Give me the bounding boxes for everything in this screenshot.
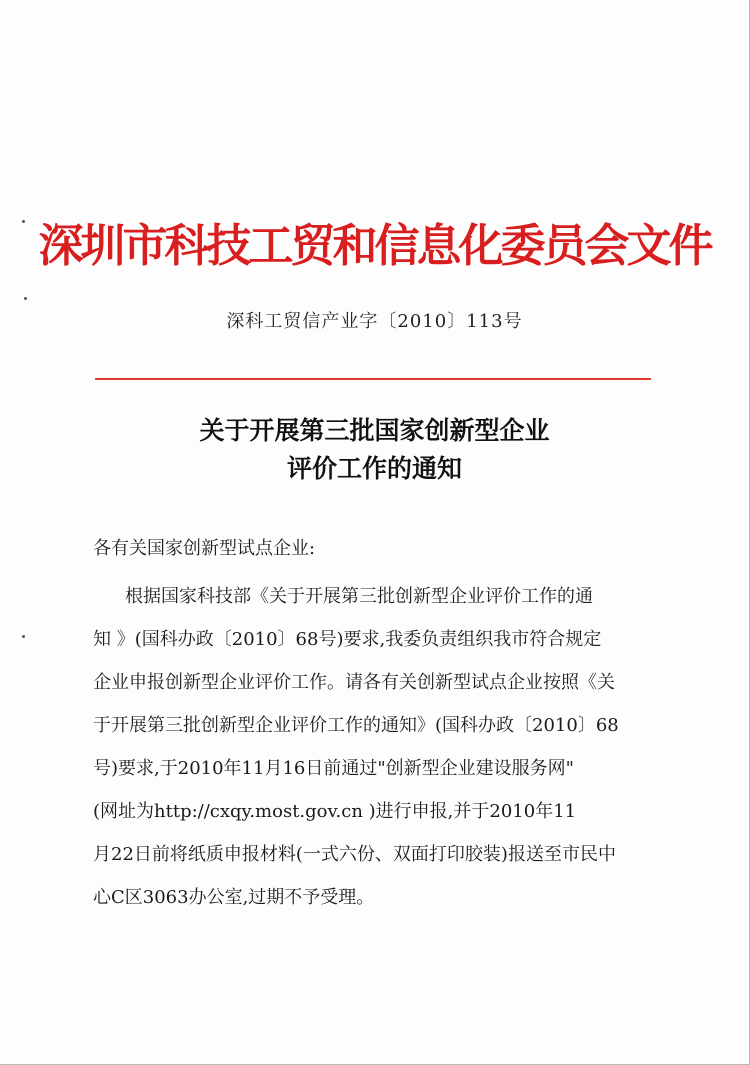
- body-line-3: 企业申报创新型企业评价工作。请各有关创新型试点企业按照《关: [93, 672, 615, 693]
- body-line-2: 知 》(国科办政〔2010〕68号)要求,我委负责组织我市符合规定: [93, 629, 602, 650]
- salutation: 各有关国家创新型试点企业:: [93, 538, 316, 559]
- notice-title-line-1: 关于开展第三批国家创新型企业: [199, 416, 550, 445]
- red-divider-rule: [95, 378, 651, 380]
- issuer-header: 深圳市科技工贸和信息化委员会文件: [38, 219, 711, 272]
- body-line-4: 于开展第三批创新型企业评价工作的通知》(国科办政〔2010〕68: [93, 715, 619, 736]
- scan-speck: [24, 297, 27, 300]
- body-line-5: 号)要求,于2010年11月16日前通过"创新型企业建设服务网": [93, 758, 574, 779]
- scan-speck: [22, 220, 25, 223]
- scan-speck: [22, 635, 25, 638]
- body-line-1: 根据国家科技部《关于开展第三批创新型企业评价工作的通: [125, 586, 593, 607]
- notice-title: [0, 412, 749, 488]
- body-line-8: 心C区3063办公室,过期不予受理。: [93, 887, 375, 908]
- notice-title-line-2: 评价工作的通知: [286, 454, 462, 483]
- body-line-7: 月22日前将纸质申报材料(一式六份、双面打印胶装)报送至市民中: [93, 844, 616, 865]
- body-line-6: (网址为http://cxqy.most.gov.cn )进行申报,并于2010年11: [93, 801, 577, 822]
- document-number: 深科工贸信产业字〔2010〕113号: [226, 311, 523, 332]
